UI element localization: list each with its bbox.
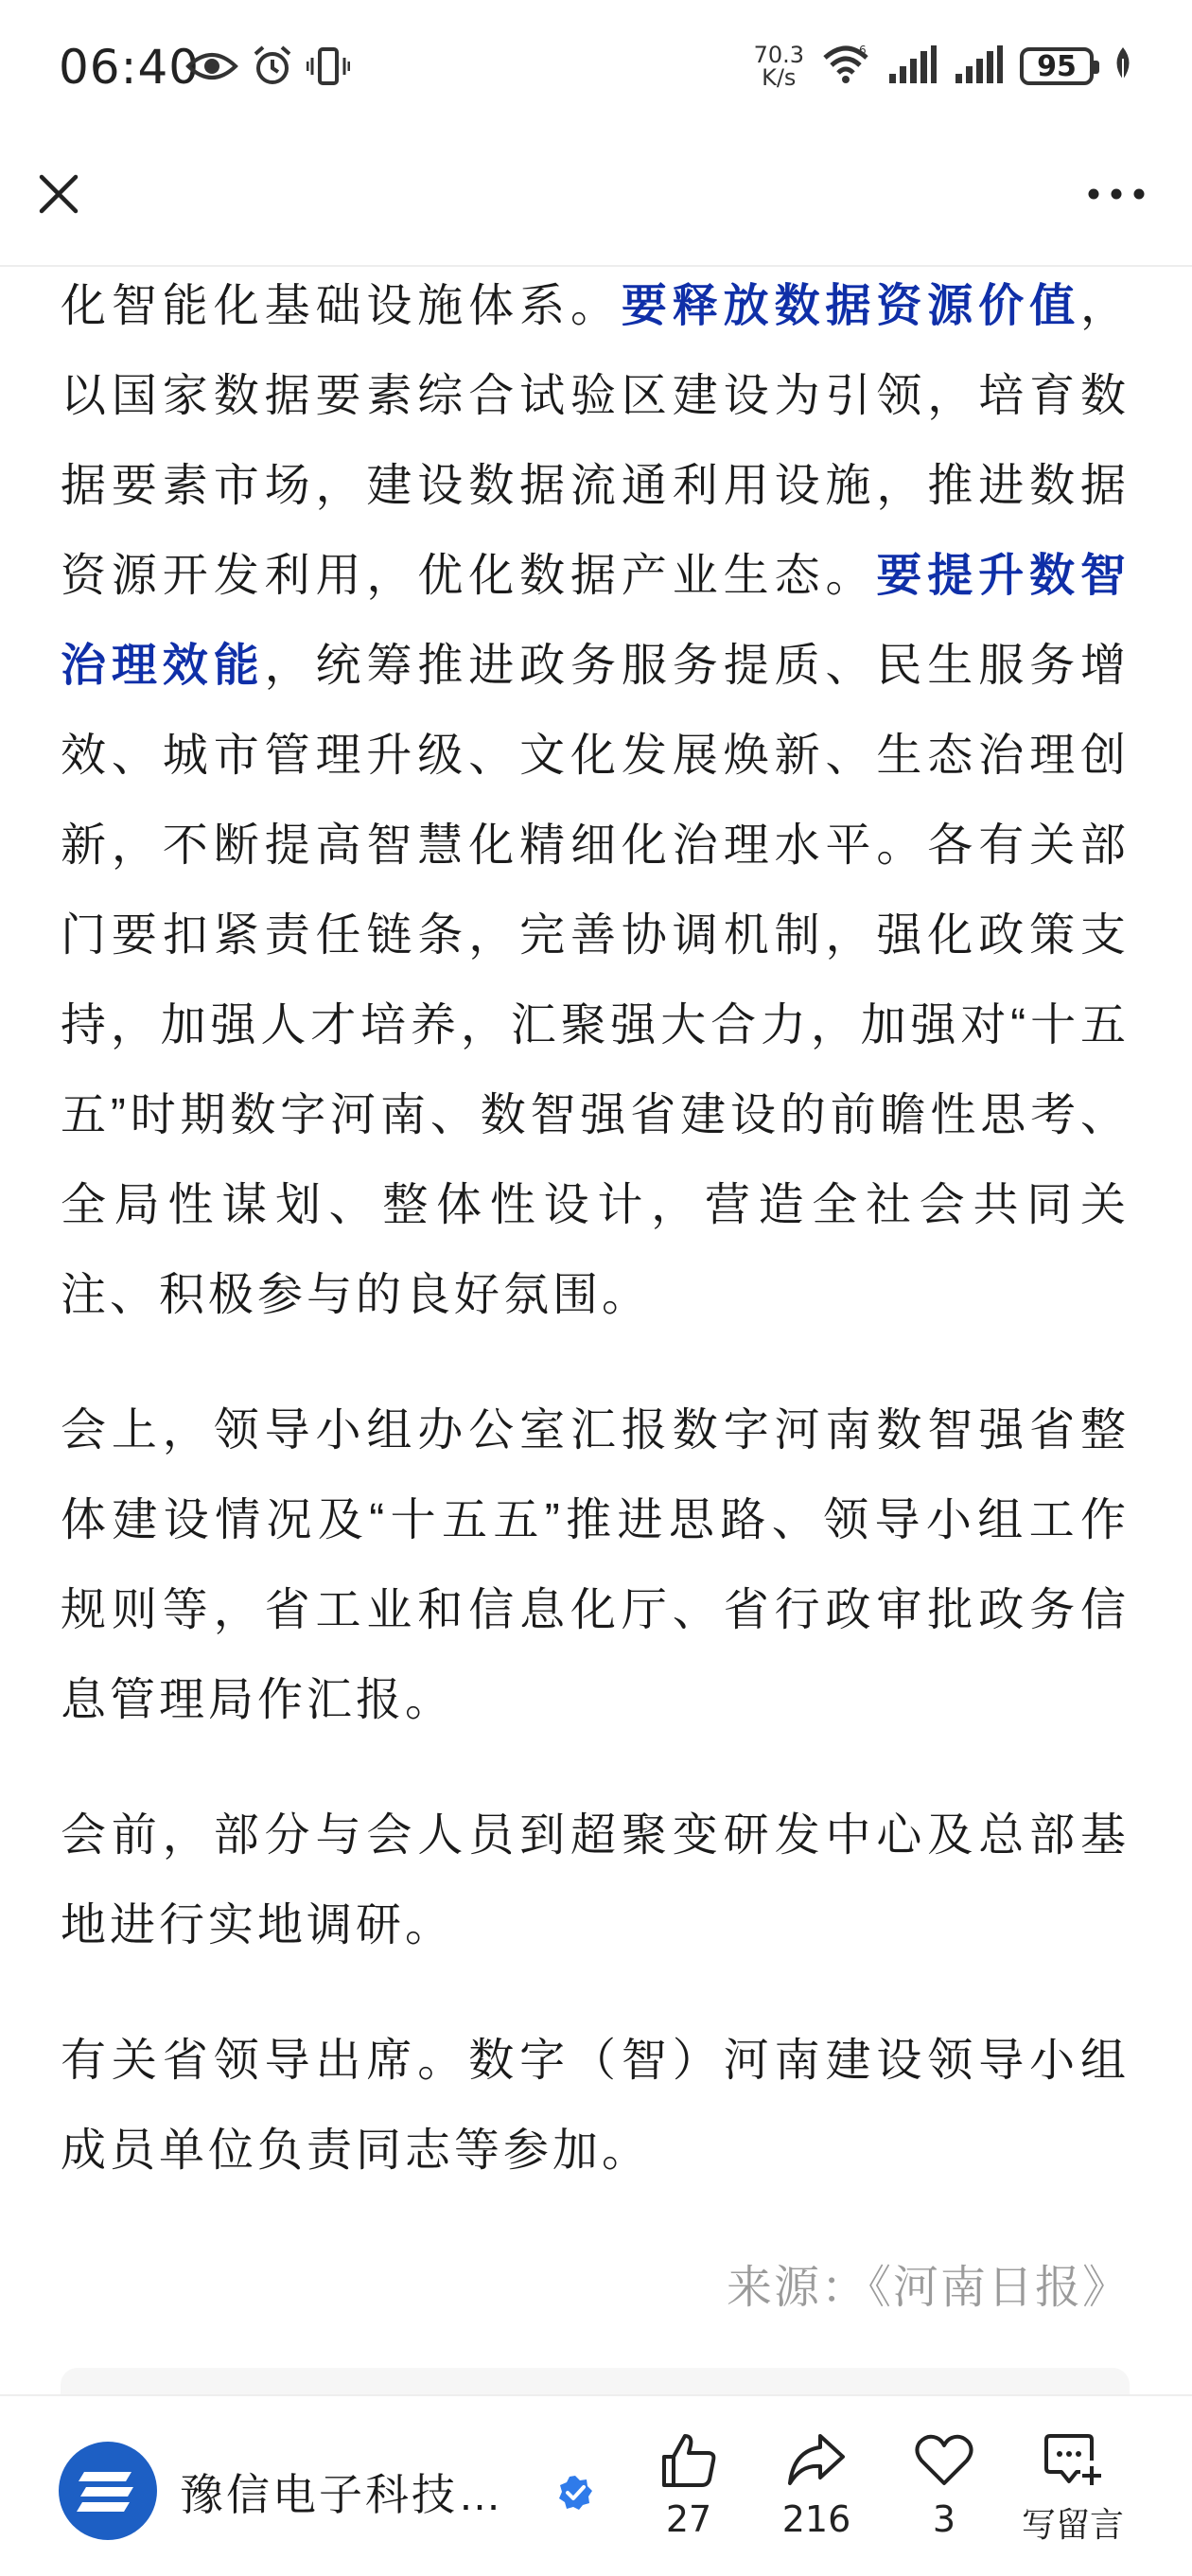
close-icon: [36, 171, 81, 221]
article-paragraph: 有关省领导出席。数字（智）河南建设领导小组成员单位负责同志等参加。: [61, 2036, 1130, 2176]
bottom-action-bar: [0, 2394, 1192, 2576]
more-horizontal-icon: [1086, 186, 1147, 205]
network-speed: 70.3 K/s: [753, 42, 804, 91]
wifi-icon: [821, 44, 870, 88]
write-comment-button[interactable]: [1016, 2432, 1130, 2547]
highlight-text: 要提升数智治理效能: [61, 551, 1130, 691]
share-button[interactable]: [760, 2432, 873, 2540]
share-count: 216: [781, 2498, 851, 2540]
comment-add-icon: [1043, 2432, 1103, 2493]
favorite-count: 3: [932, 2498, 956, 2540]
avatar[interactable]: [59, 2442, 157, 2540]
signal-icon: [954, 45, 1003, 87]
signal-icon: [887, 45, 937, 87]
article-body: [61, 261, 1130, 2336]
more-options-button[interactable]: [1078, 166, 1154, 226]
verified-badge-icon: [556, 2474, 594, 2515]
like-button[interactable]: [632, 2432, 745, 2540]
status-bar: [0, 0, 1192, 132]
article-paragraph: 会前，部分与会人员到超聚变研发中心及总部基地进行实地调研。: [61, 1810, 1130, 1950]
like-count: 27: [665, 2498, 712, 2540]
article-paragraph: 会上，领导小组办公室汇报数字河南数智强省整体建设情况及“十五五”推进思路、领导小组工作规则等，省工业和信息化厅、省行政审批政务信息管理局作汇报。: [61, 1405, 1130, 1725]
svg-text:6: 6: [859, 44, 867, 57]
battery-icon: 95: [1020, 47, 1094, 85]
write-comment-label: 写留言: [1021, 2505, 1124, 2544]
alarm-icon: [252, 44, 293, 92]
vibrate-icon: [307, 44, 350, 92]
highlight-text: 要释放数据资源价值: [621, 281, 1080, 331]
status-icons-right: [754, 38, 1135, 95]
top-app-bar: [0, 132, 1192, 267]
heart-icon: [914, 2432, 974, 2493]
favorite-button[interactable]: [887, 2432, 1001, 2540]
status-time: 06:40: [59, 40, 201, 95]
leaf-icon: [1111, 45, 1135, 87]
eye-icon: [185, 47, 238, 89]
status-icons-left: [185, 44, 350, 93]
article-source: 来源：《河南日报》: [726, 2263, 1130, 2313]
thumbs-up-icon: [658, 2432, 719, 2493]
close-button[interactable]: [28, 166, 89, 226]
article-paragraph: 化智能化基础设施体系。要释放数据资源价值，以国家数据要素综合试验区建设为引领，培育数据要素市场，建设数据流通利用设施，推进数据资源开发利用，优化数据产业生态。要提升数智治理效能，统筹推进政务服务提质、民生服务增效、城市管理升级、文化发展焕新、生态治理创新，不断提高智慧化精细化治理水平。各有关部门要扣紧责任链条，完善协调机制，强化政策支持，加强人才培养，汇聚强大合力，加强对“十五五”时期数字河南、数智强省建设的前瞻性思考、全局性谋划、整体性设计，营造全社会共同关注、积极参与的良好氛围。: [61, 281, 1130, 1320]
share-icon: [786, 2432, 847, 2493]
author-name[interactable]: 豫信电子科技…: [180, 2470, 504, 2519]
